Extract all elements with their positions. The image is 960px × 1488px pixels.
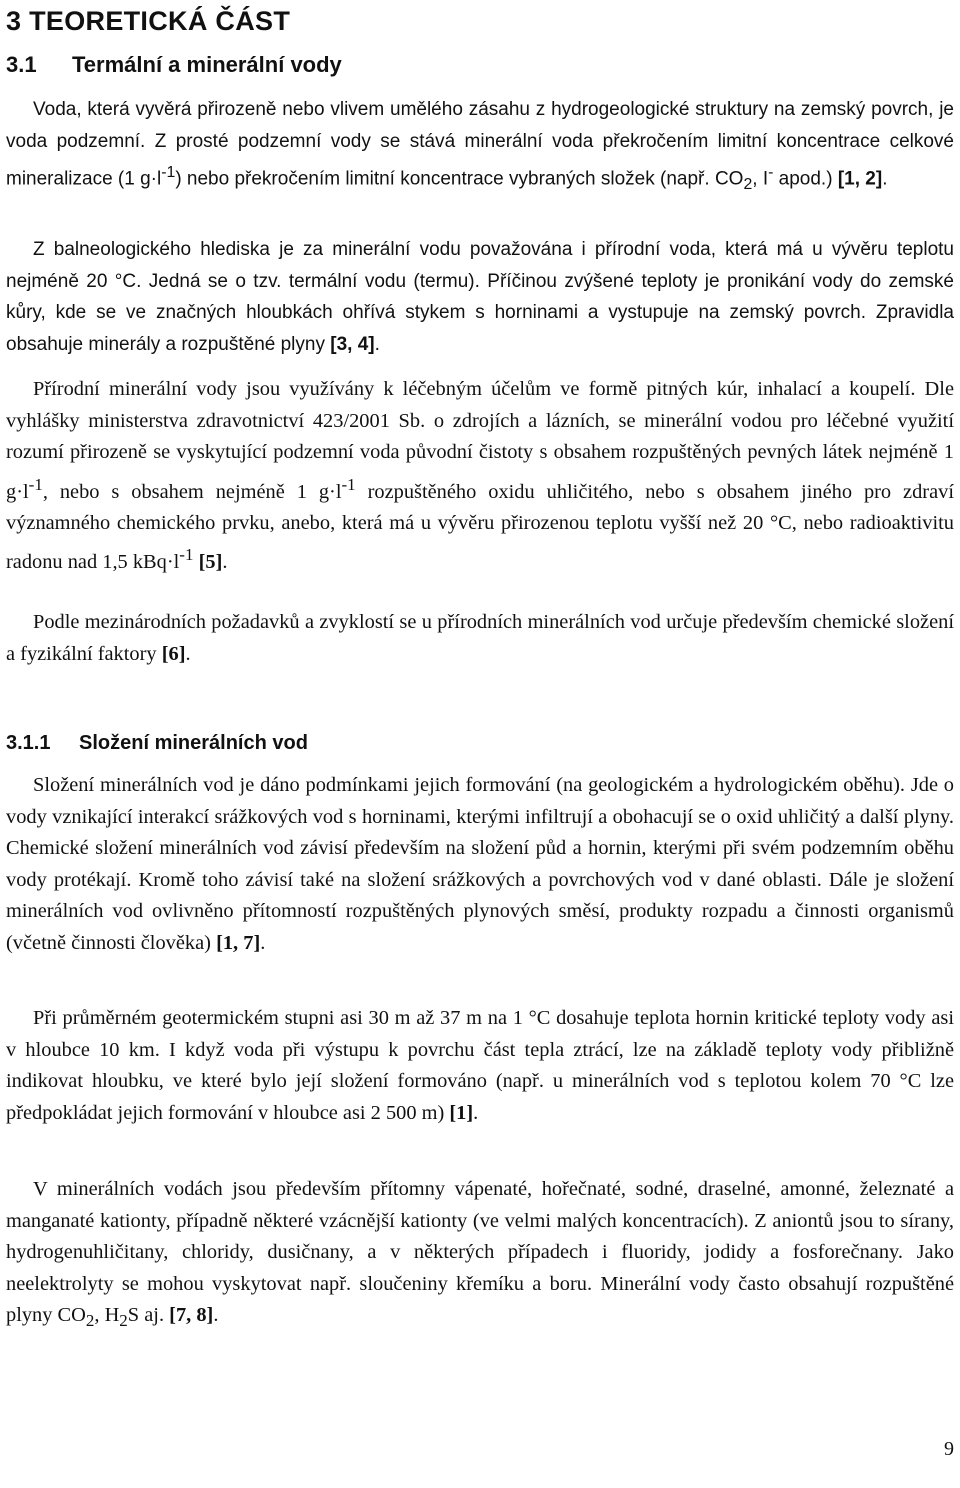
chapter-title: 3 TEORETICKÁ ČÁST xyxy=(6,6,291,36)
paragraph-2 xyxy=(6,234,954,360)
citation: [3, 4] xyxy=(330,333,375,355)
text: Při průměrném geotermickém stupni asi 30 m až 37 m na 1 °C dosahuje teplota hornin kritické teploty vody asi v hloubce 10 km. I když voda při výstupu k povrchu část tepla ztrácí, lze na základě teploty vody přibližně indikovat hloubku, ve které bylo její složení formováno (např. u minerálních vod s teplotou kolem 70 °C lze předpokládat jejich formování v hloubce asi 2 500 m) xyxy=(6,1007,954,1124)
text: Voda, která vyvěrá přirozeně nebo vlivem umělého zásahu z hydrogeologické struktury na zemský povrch, je voda podzemní. Z prosté podzemní vody se stává minerální voda překročením limitní koncentrace celkové mineralizace (1 g·l xyxy=(6,99,954,190)
text: . xyxy=(260,931,266,954)
text: . xyxy=(185,642,191,665)
subsection-heading xyxy=(6,728,308,758)
text: . xyxy=(374,333,380,355)
text: Z balneologického hlediska je za minerální vodu považována i přírodní voda, která má u vývěru teplotu nejméně 20 °C. Jedná se o tzv. termální vodu (termu). Příčinou zvýšené teploty je pronikání vody do zemské kůry, kde se ve značných hloubkách ohřívá stykem s horninami a vystupuje na zemský povrch. Zpravidla obsahuje minerály a rozpuštěné plyny xyxy=(6,239,954,355)
paragraph-4 xyxy=(6,607,954,670)
paragraph-3 xyxy=(6,374,954,579)
superscript: -1 xyxy=(28,474,43,494)
text: , H xyxy=(94,1304,120,1326)
superscript: - xyxy=(768,164,774,181)
superscript: -1 xyxy=(161,164,176,181)
paragraph-5 xyxy=(6,770,954,959)
text: Podle mezinárodních požadavků a zvyklostí se u přírodních minerálních vod určuje především chemické složení a fyzikální faktory xyxy=(6,611,954,665)
subscript: 2 xyxy=(85,1311,95,1331)
text: V minerálních vodách jsou především přítomny vápenaté, hořečnaté, sodné, draselné, amonné, železnaté a manganaté kationty, případně některé vzácnější kationty (ve velmi malých koncentracích). Z aniontů jsou to sírany, hydrogenuhličitany, chloridy, dusičnany, a v některých případech i fluoridy, jodidy a fosforečnany. Jako neelektrolyty se mohou vyskytovat např. sloučeniny křemíku a boru. Minerální vody často obsahují rozpuštěné plyny CO xyxy=(6,1178,954,1326)
page-number: 9 xyxy=(944,1438,954,1460)
text: Přírodní minerální vody jsou využívány k léčebným účelům ve formě pitných kúr, inhalací a koupelí. Dle vyhlášky ministerstva zdravotnictví 423/2001 Sb. o zdrojích a lázních, se minerální vodou pro léčebné využití rozumí přirozeně se vyskytující podzemní voda původní čistoty s obsahem rozpuštěných pevných látek nejméně 1 g·l xyxy=(6,378,954,503)
subscript: 2 xyxy=(119,1311,128,1331)
citation: [5] xyxy=(198,551,223,574)
text: S aj. xyxy=(127,1304,170,1326)
text: . xyxy=(882,168,888,190)
text: rozpuštěného oxidu uhličitého, nebo s obsahem jiného pro zdraví významného chemického prvku, anebo, která má u vývěru přirozenou teplotu vyšší než 20 °C, nebo radioaktivitu radonu nad 1,5 kBq·l xyxy=(6,480,955,574)
citation: [1, 2] xyxy=(837,168,883,190)
text: ) nebo překročením limitní koncentrace vybraných složek (např. CO xyxy=(175,168,744,190)
text: , I xyxy=(752,168,769,190)
paragraph-1 xyxy=(6,94,954,201)
section-title: Termální a minerální vody xyxy=(72,52,342,77)
paragraph-6 xyxy=(6,1003,954,1129)
subscript: 2 xyxy=(743,176,753,194)
paragraph-7 xyxy=(6,1174,954,1337)
citation: [6] xyxy=(161,642,186,665)
chapter-heading xyxy=(6,4,290,38)
text: . xyxy=(222,551,228,574)
text: Složení minerálních vod je dáno podmínkami jejich formování (na geologickém a hydrologickém oběhu). Jde o vody vznikající interakcí srážkových vod s horninami, kterými infiltrují a obohacují se o oxid uhličitý a další plyny. Chemické složení minerálních vod závisí především na složení půd a hornin, kterými při svém podzemním oběhu vody protékají. Kromě toho závisí také na složení srážkových a povrchových vod v dané oblasti. Dále je složení minerálních vod ovlivněno přítomností rozpuštěných plynových směsí, produkty rozpadu a činnosti organismů (včetně činnosti člověka) xyxy=(6,774,954,954)
text: . xyxy=(213,1304,219,1326)
text: apod.) xyxy=(773,168,838,190)
text: , nebo s obsahem nejméně 1 g·l xyxy=(42,480,342,503)
subsection-title: Složení minerálních vod xyxy=(79,732,308,754)
section-number: 3.1 xyxy=(6,52,37,77)
subsection-number: 3.1.1 xyxy=(6,732,51,754)
citation: [7, 8] xyxy=(169,1304,214,1326)
text: . xyxy=(473,1101,479,1124)
citation: [1, 7] xyxy=(216,931,261,954)
section-heading xyxy=(6,50,342,80)
superscript: -1 xyxy=(179,545,194,565)
citation: [1] xyxy=(449,1101,474,1124)
superscript: -1 xyxy=(341,474,356,494)
